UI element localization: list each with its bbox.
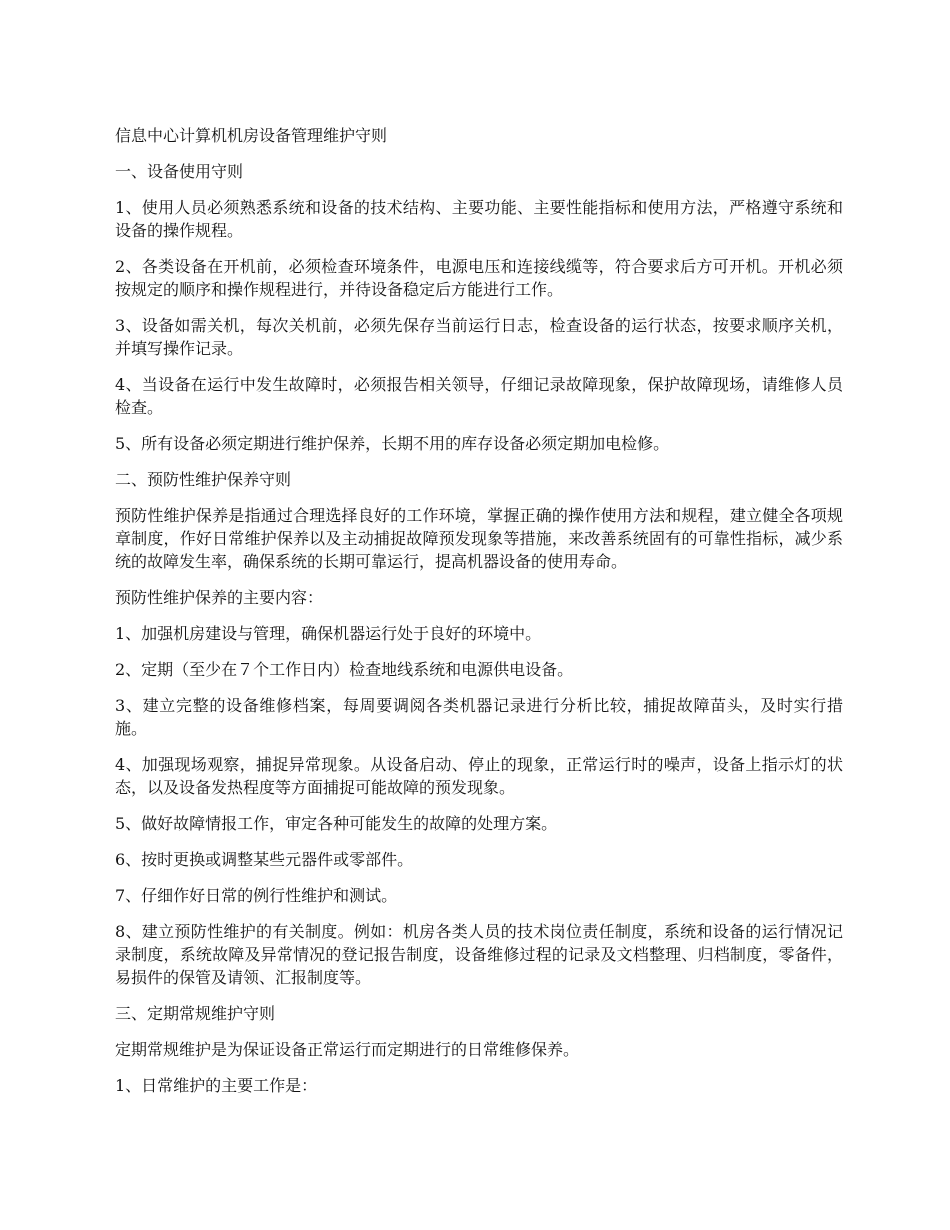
paragraph: 1、使用人员必须熟悉系统和设备的技术结构、主要功能、主要性能指标和使用方法，严格遵守系统和设备的操作规程。 [115,198,843,240]
paragraph: 5、做好故障情报工作，审定各种可能发生的故障的处理方案。 [115,814,558,833]
document-title: 信息中心计算机机房设备管理维护守则 [115,126,388,145]
section-heading-1: 一、设备使用守则 [115,162,244,181]
paragraph: 4、当设备在运行中发生故障时，必须报告相关领导，仔细记录故障现象，保护故障现场，请维修人员检查。 [115,375,843,417]
paragraph: 5、所有设备必须定期进行维护保养，长期不用的库存设备必须定期加电检修。 [115,434,670,453]
paragraph: 2、定期（至少在７个工作日内）检查地线系统和电源供电设备。 [115,660,574,679]
paragraph: 定期常规维护是为保证设备正常运行而定期进行的日常维修保养。 [115,1040,580,1059]
section-heading-3: 三、定期常规维护守则 [115,1004,276,1023]
paragraph: 预防性维护保养的主要内容： [115,588,324,607]
paragraph: 8、建立预防性维护的有关制度。例如：机房各类人员的技术岗位责任制度，系统和设备的运行情况记录制度，系统故障及异常情况的登记报告制度，设备维修过程的记录及文档整理、归档制度，零备件，易损件的保管及请领、汇报制度等。 [115,922,843,987]
section-heading-2: 二、预防性维护保养守则 [115,470,292,489]
paragraph: 2、各类设备在开机前，必须检查环境条件，电源电压和连接线缆等，符合要求后方可开机。开机必须按规定的顺序和操作规程进行，并待设备稳定后方能进行工作。 [115,257,843,299]
paragraph: 1、日常维护的主要工作是： [115,1076,318,1095]
paragraph: 7、仔细作好日常的例行性维护和测试。 [115,886,398,905]
paragraph: 6、按时更换或调整某些元器件或零部件。 [115,850,414,869]
paragraph: 3、建立完整的设备维修档案，每周要调阅各类机器记录进行分析比较，捕捉故障苗头，及时实行措施。 [115,696,843,738]
paragraph: 3、设备如需关机，每次关机前，必须先保存当前运行日志，检查设备的运行状态，按要求顺序关机，并填写操作记录。 [115,316,843,358]
document-body [115,124,843,1110]
paragraph: 预防性维护保养是指通过合理选择良好的工作环境，掌握正确的操作使用方法和规程，建立健全各项规章制度，作好日常维护保养以及主动捕捉故障预发现象等措施，来改善系统固有的可靠性指标，减少系统的故障发生率，确保系统的长期可靠运行，提高机器设备的使用寿命。 [115,506,843,571]
paragraph: 4、加强现场观察，捕捉异常现象。从设备启动、停止的现象，正常运行时的噪声，设备上指示灯的状态，以及设备发热程度等方面捕捉可能故障的预发现象。 [115,755,843,797]
paragraph: 1、加强机房建设与管理，确保机器运行处于良好的环境中。 [115,624,542,643]
